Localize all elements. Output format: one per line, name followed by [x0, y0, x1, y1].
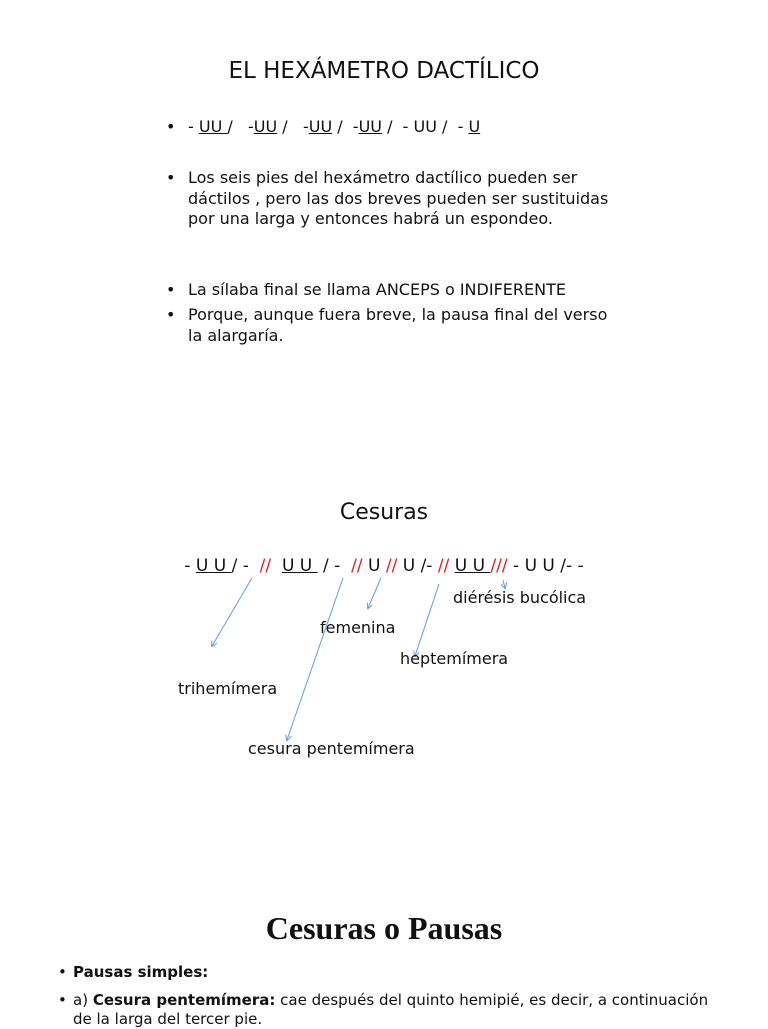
slide3-title: Cesuras o Pausas: [265, 910, 503, 946]
slide1-title: EL HEXÁMETRO DACTÍLICO: [228, 58, 540, 84]
arrow-heptemimera: [415, 584, 439, 656]
arrow-pentemimera: [287, 578, 343, 740]
bullet-reason-text: • Porque, aunque fuera breve, la pausa final del verso la alargaría.: [166, 305, 616, 346]
label-femenina: femenina: [320, 618, 396, 637]
bullet-anceps-text: • La sílaba final se llama ANCEPS o INDIFERENTE: [166, 280, 616, 301]
bullet-pentemimera-text: cae después del quinto hemipié, es decir, a continuación de la larga del tercer pie.: [73, 991, 709, 1028]
slide2-title: Cesuras: [339, 500, 429, 525]
bullet-feet-text: • Los seis pies del hexámetro dactílico pueden ser dáctilos , pero las dos breves pueden ser sustituidas por una larga y entonces habrá un espondeo.: [166, 168, 616, 230]
bullet-pentemimera-term: Cesura pentemímera:: [92, 991, 276, 1009]
label-heptemimera: heptemímera: [400, 649, 509, 668]
bullet-scheme: • - UU / -UU / -UU / -UU / - UU / - U: [166, 117, 616, 138]
arrow-trihemimera: [212, 578, 252, 646]
arrow-dieresis: [503, 580, 505, 588]
label-dieresis-bucolica: diérésis bucólica: [453, 588, 587, 607]
label-cesura-pentemimera: cesura pentemímera: [248, 739, 415, 758]
bullet-pentemimera: • a) Cesura pentemímera: cae después del quinto hemipié, es decir, a continuación de la larga del tercer pie.: [58, 991, 718, 1029]
bullet-pausas-simples: • Pausas simples:: [58, 963, 718, 982]
arrow-femenina: [368, 578, 381, 608]
caesura-scheme: - U U / - // U U / - // U // U /- // U U /// - U U /- -: [184, 556, 584, 576]
label-trihemimera: trihemímera: [178, 679, 278, 698]
